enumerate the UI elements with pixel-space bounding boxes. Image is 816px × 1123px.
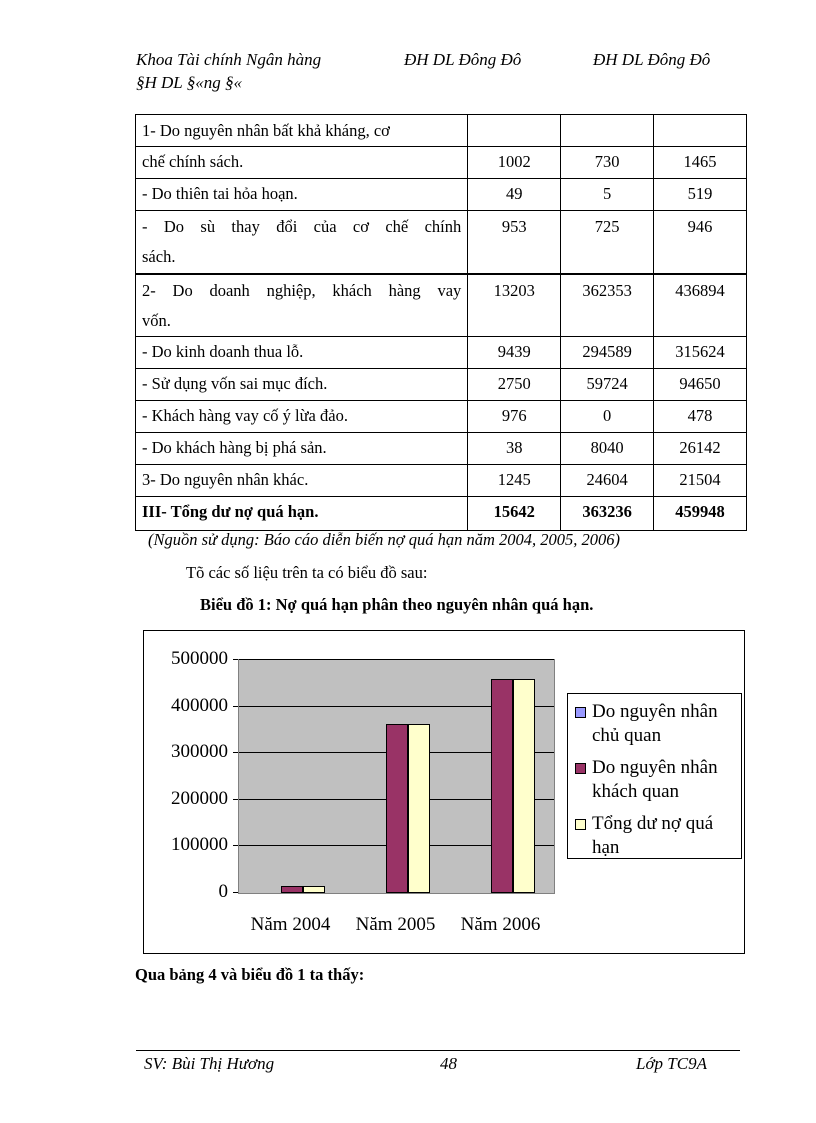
plot-area: [238, 659, 555, 894]
footer-class: Lớp TC9A: [636, 1054, 707, 1073]
source-note: (Nguồn sử dụng: Báo cáo diễn biến nợ quá hạn năm 2004, 2005, 2006): [148, 530, 620, 549]
table-row: [136, 179, 747, 211]
table-row: [136, 274, 747, 337]
bar-2-2: [386, 724, 408, 893]
value-2004: 976: [468, 401, 561, 433]
y-tick-label: 300000: [171, 741, 228, 763]
y-tick-mark: [233, 892, 238, 893]
value-2004: 49: [468, 179, 561, 211]
row-label: - Sử dụng vốn sai mục đích.: [136, 369, 468, 401]
value-2005: 59724: [561, 369, 654, 401]
value-2006: 315624: [654, 337, 747, 369]
value-2005: 363236: [561, 497, 654, 531]
y-tick-label: 500000: [171, 648, 228, 669]
y-tick-mark: [233, 706, 238, 707]
y-tick-mark: [233, 752, 238, 753]
y-tick-label: 400000: [171, 694, 228, 716]
value-2006: 94650: [654, 369, 747, 401]
value-2004: 1245: [468, 465, 561, 497]
table-row: [136, 147, 747, 179]
row-label: III- Tổng dư nợ quá hạn.: [136, 497, 468, 531]
y-tick-mark: [233, 659, 238, 660]
row-label: - Do kinh doanh thua lỗ.: [136, 337, 468, 369]
y-tick-label: 100000: [171, 834, 228, 856]
value-2005: 725: [561, 211, 654, 274]
value-2006: 946: [654, 211, 747, 274]
legend-item: Tổng dư nợ quá hạn: [592, 813, 714, 858]
table-row: [136, 465, 747, 497]
bar-3-3: [513, 679, 535, 893]
value-2006: 478: [654, 401, 747, 433]
footer-rule: [136, 1050, 740, 1051]
row-label: - Do thiên tai hỏa hoạn.: [136, 179, 468, 211]
chart-caption: Biểu đồ 1: Nợ quá hạn phân theo nguyên nhân quá hạn.: [200, 595, 594, 614]
x-tick-label: Năm 2004: [250, 914, 331, 935]
value-2004: 38: [468, 433, 561, 465]
conclusion-text: Qua bảng 4 và biểu đồ 1 ta thấy:: [135, 965, 365, 984]
table-row: [136, 211, 747, 274]
value-2006: 519: [654, 179, 747, 211]
bar-3-2: [408, 724, 430, 893]
table-row: [136, 369, 747, 401]
value-2005: 730: [561, 147, 654, 179]
value-2006: 436894: [654, 274, 747, 337]
value-2005: 0: [561, 401, 654, 433]
y-tick-label: 0: [218, 881, 228, 902]
legend-swatch: [575, 763, 586, 774]
value-2004: 9439: [468, 337, 561, 369]
footer-student: SV: Bùi Thị Hương: [144, 1054, 275, 1073]
legend-swatch: [575, 707, 586, 718]
value-2006: 26142: [654, 433, 747, 465]
value-2005: 362353: [561, 274, 654, 337]
gridline: [239, 659, 554, 660]
row-label: 2- Do doanh nghiệp, khách hàng vay vốn.: [136, 274, 468, 337]
table-row: [136, 433, 747, 465]
value-2005: 294589: [561, 337, 654, 369]
header-faculty: Khoa Tài chính Ngân hàng: [136, 50, 322, 69]
value-2006: 1465: [654, 147, 747, 179]
value-2005: 8040: [561, 433, 654, 465]
value-2004: 13203: [468, 274, 561, 337]
row-label: 3- Do nguyên nhân khác.: [136, 465, 468, 497]
value-2006: 21504: [654, 465, 747, 497]
table-row: [136, 401, 747, 433]
y-tick-label: 200000: [171, 787, 228, 809]
x-tick-label: Năm 2005: [355, 914, 436, 935]
y-tick-mark: [233, 845, 238, 846]
page-number: 48: [440, 1054, 457, 1073]
legend-item: Do nguyên nhân khách quan: [592, 757, 718, 802]
table-row: [136, 337, 747, 369]
row-label: 1- Do nguyên nhân bất khả kháng, cơ: [136, 115, 468, 147]
header-faculty-garbled: §H DL §«ng §«: [136, 73, 242, 92]
chart-frame: [143, 630, 745, 954]
value-2004: 953: [468, 211, 561, 274]
value-2004: 15642: [468, 497, 561, 531]
value-2004: 2750: [468, 369, 561, 401]
header-university-right: ĐH DL Đông Đô: [593, 50, 711, 69]
overdue-debt-table: [135, 114, 747, 531]
bar-2-3: [491, 679, 513, 893]
table-row: [136, 115, 747, 147]
row-label: chế chính sách.: [136, 147, 468, 179]
value-2004: 1002: [468, 147, 561, 179]
row-label: - Do khách hàng bị phá sản.: [136, 433, 468, 465]
row-label: - Khách hàng vay cố ý lừa đảo.: [136, 401, 468, 433]
intro-text: Tõ các số liệu trên ta có biểu đồ sau:: [186, 563, 428, 582]
table-row-total: [136, 497, 747, 531]
x-tick-label: Năm 2006: [460, 914, 541, 935]
header-university-center: ĐH DL Đông Đô: [404, 50, 522, 69]
y-tick-mark: [233, 799, 238, 800]
row-label: - Do sù thay đổi của cơ chế chính sách.: [136, 211, 468, 274]
legend-swatch: [575, 819, 586, 830]
value-2005: 5: [561, 179, 654, 211]
bar-2-1: [281, 886, 303, 893]
bar-3-1: [303, 886, 325, 893]
value-2006: 459948: [654, 497, 747, 531]
legend-item: Do nguyên nhân chủ quan: [592, 701, 718, 746]
value-2005: 24604: [561, 465, 654, 497]
legend: [567, 693, 742, 859]
